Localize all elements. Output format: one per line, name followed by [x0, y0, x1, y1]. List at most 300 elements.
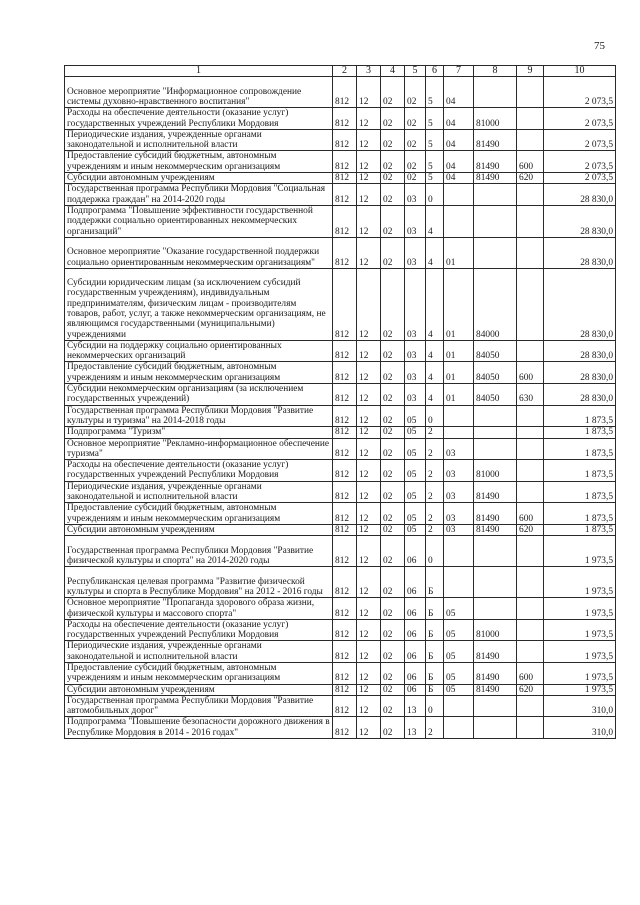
- event-code: 01: [444, 237, 474, 268]
- row-description: Подпрограмма "Туризм": [65, 427, 333, 438]
- table-row: [65, 268, 616, 340]
- expense-type-code: [517, 460, 544, 482]
- subsection-code: 02: [381, 362, 405, 384]
- amount: 28 830,0: [544, 237, 616, 268]
- header-cell: 7: [444, 66, 474, 77]
- section-code: 12: [357, 438, 381, 460]
- header-cell: 2: [333, 66, 357, 77]
- subprogram-code: Б: [426, 662, 444, 684]
- subsection-code: 02: [381, 536, 405, 567]
- section-code: 12: [357, 129, 381, 151]
- subsection-code: 02: [381, 695, 405, 717]
- ministry-code: 812: [333, 268, 357, 340]
- event-code: 05: [444, 598, 474, 620]
- table-row: [65, 184, 616, 206]
- subprogram-code: Б: [426, 684, 444, 695]
- subsection-code: 02: [381, 205, 405, 237]
- expense-type-code: [517, 695, 544, 717]
- expense-direction-code: [474, 77, 517, 108]
- expense-type-code: [517, 641, 544, 663]
- expense-type-code: [517, 77, 544, 108]
- section-code: 12: [357, 641, 381, 663]
- subprogram-code: 5: [426, 151, 444, 173]
- subsection-code: 02: [381, 184, 405, 206]
- table-row: [65, 567, 616, 598]
- event-code: 03: [444, 460, 474, 482]
- expense-direction-code: 81490: [474, 503, 517, 525]
- section-code: 12: [357, 503, 381, 525]
- subprogram-code: 4: [426, 237, 444, 268]
- expense-direction-code: [474, 427, 517, 438]
- expense-type-code: [517, 536, 544, 567]
- subprogram-code: 4: [426, 340, 444, 362]
- row-description: Субсидии автономным учреждениям: [65, 684, 333, 695]
- ministry-code: 812: [333, 184, 357, 206]
- subsection-code: 02: [381, 662, 405, 684]
- table-row: [65, 427, 616, 438]
- subsection-code: 02: [381, 427, 405, 438]
- expense-direction-code: [474, 598, 517, 620]
- row-description: Субсидии автономным учреждениям: [65, 524, 333, 535]
- expense-direction-code: 84050: [474, 384, 517, 406]
- subprogram-code: 4: [426, 205, 444, 237]
- expense-direction-code: 84050: [474, 340, 517, 362]
- expense-direction-code: [474, 205, 517, 237]
- expense-type-code: [517, 108, 544, 130]
- amount: 2 073,5: [544, 151, 616, 173]
- table-row: [65, 108, 616, 130]
- table-row: [65, 536, 616, 567]
- expense-type-code: [517, 619, 544, 641]
- ministry-code: 812: [333, 695, 357, 717]
- expense-direction-code: 84000: [474, 268, 517, 340]
- expense-type-code: [517, 717, 544, 739]
- ministry-code: 812: [333, 684, 357, 695]
- subsection-code: 02: [381, 340, 405, 362]
- program-code: 03: [405, 384, 426, 406]
- subsection-code: 02: [381, 173, 405, 184]
- expense-type-code: 600: [517, 362, 544, 384]
- ministry-code: 812: [333, 567, 357, 598]
- section-code: 12: [357, 427, 381, 438]
- table-row: [65, 619, 616, 641]
- expense-type-code: [517, 481, 544, 503]
- program-code: 06: [405, 536, 426, 567]
- subsection-code: 02: [381, 268, 405, 340]
- table-row: [65, 503, 616, 525]
- subprogram-code: 4: [426, 384, 444, 406]
- expense-direction-code: [474, 184, 517, 206]
- ministry-code: 812: [333, 481, 357, 503]
- ministry-code: 812: [333, 460, 357, 482]
- program-code: 02: [405, 129, 426, 151]
- row-description: Периодические издания, учрежденные органами законодательной и исполнительной власти: [65, 641, 333, 663]
- row-description: Периодические издания, учрежденные органами законодательной и исполнительной власти: [65, 129, 333, 151]
- table-header-row: [65, 66, 616, 77]
- amount: 28 830,0: [544, 268, 616, 340]
- row-description: Расходы на обеспечение деятельности (оказание услуг) государственных учреждений Республики Мордовия: [65, 619, 333, 641]
- event-code: 04: [444, 151, 474, 173]
- row-description: Подпрограмма "Повышение эффективности государственной поддержки социально ориентированных некоммерческих организаций": [65, 205, 333, 237]
- program-code: 03: [405, 340, 426, 362]
- subprogram-code: 0: [426, 184, 444, 206]
- amount: 310,0: [544, 717, 616, 739]
- expense-direction-code: 81490: [474, 641, 517, 663]
- table-row: [65, 717, 616, 739]
- subsection-code: 02: [381, 684, 405, 695]
- row-description: Субсидии автономным учреждениям: [65, 173, 333, 184]
- ministry-code: 812: [333, 205, 357, 237]
- subsection-code: 02: [381, 438, 405, 460]
- program-code: 06: [405, 567, 426, 598]
- subsection-code: 02: [381, 151, 405, 173]
- event-code: 03: [444, 481, 474, 503]
- section-code: 12: [357, 268, 381, 340]
- event-code: 03: [444, 438, 474, 460]
- subprogram-code: 0: [426, 695, 444, 717]
- ministry-code: 812: [333, 662, 357, 684]
- amount: 2 073,5: [544, 108, 616, 130]
- header-cell: 10: [544, 66, 616, 77]
- row-description: Подпрограмма "Повышение безопасности дорожного движения в Республике Мордовия в 2014 - 2016 годах": [65, 717, 333, 739]
- program-code: 06: [405, 641, 426, 663]
- subprogram-code: 4: [426, 268, 444, 340]
- event-code: [444, 205, 474, 237]
- section-code: 12: [357, 695, 381, 717]
- expense-direction-code: 81490: [474, 481, 517, 503]
- event-code: 01: [444, 340, 474, 362]
- program-code: 05: [405, 481, 426, 503]
- subsection-code: 02: [381, 129, 405, 151]
- expense-type-code: [517, 438, 544, 460]
- table-row: [65, 438, 616, 460]
- subprogram-code: Б: [426, 641, 444, 663]
- event-code: [444, 184, 474, 206]
- event-code: [444, 695, 474, 717]
- expense-type-code: [517, 340, 544, 362]
- row-description: Государственная программа Республики Мордовия "Развитие автомобильных дорог": [65, 695, 333, 717]
- expense-direction-code: 81490: [474, 684, 517, 695]
- event-code: 04: [444, 77, 474, 108]
- table-row: [65, 340, 616, 362]
- expense-type-code: 620: [517, 684, 544, 695]
- amount: 1 973,5: [544, 619, 616, 641]
- subprogram-code: 2: [426, 524, 444, 535]
- row-description: Субсидии на поддержку социально ориентированных некоммерческих организаций: [65, 340, 333, 362]
- ministry-code: 812: [333, 108, 357, 130]
- ministry-code: 812: [333, 77, 357, 108]
- ministry-code: 812: [333, 427, 357, 438]
- amount: 1 873,5: [544, 460, 616, 482]
- event-code: 04: [444, 129, 474, 151]
- row-description: Расходы на обеспечение деятельности (оказание услуг) государственных учреждений Республики Мордовия: [65, 460, 333, 482]
- amount: 28 830,0: [544, 340, 616, 362]
- subsection-code: 02: [381, 481, 405, 503]
- event-code: [444, 405, 474, 427]
- row-description: Субсидии юридическим лицам (за исключением субсидий государственным учреждениям), индивидуальным предпринимателям, физическим лицам - производителям товаров, работ, услуг, а также некоммерческим организациям, не являющимся государственными (муниципальными) учреждениями: [65, 268, 333, 340]
- amount: 28 830,0: [544, 362, 616, 384]
- row-description: Республиканская целевая программа "Развитие физической культуры и спорта в Республике Мордовия" на 2012 - 2016 годы: [65, 567, 333, 598]
- expense-type-code: 600: [517, 151, 544, 173]
- subsection-code: 02: [381, 641, 405, 663]
- section-code: 12: [357, 384, 381, 406]
- subprogram-code: 4: [426, 362, 444, 384]
- program-code: 13: [405, 717, 426, 739]
- row-description: Государственная программа Республики Мордовия "Развитие культуры и туризма" на 2014-2018 годы: [65, 405, 333, 427]
- subprogram-code: Б: [426, 567, 444, 598]
- budget-table: [64, 65, 616, 739]
- expense-direction-code: 81000: [474, 460, 517, 482]
- amount: 1 973,5: [544, 567, 616, 598]
- table-row: [65, 173, 616, 184]
- ministry-code: 812: [333, 173, 357, 184]
- section-code: 12: [357, 460, 381, 482]
- section-code: 12: [357, 205, 381, 237]
- table-row: [65, 695, 616, 717]
- program-code: 03: [405, 184, 426, 206]
- ministry-code: 812: [333, 362, 357, 384]
- expense-direction-code: 81490: [474, 524, 517, 535]
- table-row: [65, 129, 616, 151]
- section-code: 12: [357, 340, 381, 362]
- event-code: 05: [444, 641, 474, 663]
- amount: 28 830,0: [544, 184, 616, 206]
- expense-type-code: [517, 205, 544, 237]
- amount: 28 830,0: [544, 384, 616, 406]
- subsection-code: 02: [381, 598, 405, 620]
- section-code: 12: [357, 362, 381, 384]
- amount: 1 973,5: [544, 684, 616, 695]
- expense-direction-code: [474, 717, 517, 739]
- expense-type-code: [517, 405, 544, 427]
- ministry-code: 812: [333, 536, 357, 567]
- expense-direction-code: [474, 695, 517, 717]
- table-row: [65, 481, 616, 503]
- subsection-code: 02: [381, 384, 405, 406]
- program-code: 05: [405, 503, 426, 525]
- subsection-code: 02: [381, 567, 405, 598]
- program-code: 05: [405, 460, 426, 482]
- program-code: 06: [405, 598, 426, 620]
- subsection-code: 02: [381, 717, 405, 739]
- section-code: 12: [357, 173, 381, 184]
- subsection-code: 02: [381, 460, 405, 482]
- header-cell: 1: [65, 66, 333, 77]
- expense-direction-code: 84050: [474, 362, 517, 384]
- subsection-code: 02: [381, 237, 405, 268]
- amount: 310,0: [544, 695, 616, 717]
- section-code: 12: [357, 524, 381, 535]
- program-code: 05: [405, 524, 426, 535]
- expense-type-code: 620: [517, 173, 544, 184]
- table-row: [65, 77, 616, 108]
- event-code: 01: [444, 384, 474, 406]
- section-code: 12: [357, 598, 381, 620]
- section-code: 12: [357, 567, 381, 598]
- subprogram-code: 0: [426, 405, 444, 427]
- row-description: Основное мероприятие "Пропаганда здорового образа жизни, физической культуры и массового спорта": [65, 598, 333, 620]
- expense-type-code: [517, 567, 544, 598]
- table-row: [65, 151, 616, 173]
- amount: 1 973,5: [544, 598, 616, 620]
- row-description: Субсидии некоммерческим организациям (за исключением государственных учреждений): [65, 384, 333, 406]
- expense-type-code: 630: [517, 384, 544, 406]
- expense-type-code: 600: [517, 503, 544, 525]
- amount: 1 873,5: [544, 438, 616, 460]
- expense-direction-code: [474, 237, 517, 268]
- event-code: 01: [444, 268, 474, 340]
- program-code: 13: [405, 695, 426, 717]
- subprogram-code: 2: [426, 481, 444, 503]
- subsection-code: 02: [381, 108, 405, 130]
- row-description: Расходы на обеспечение деятельности (оказание услуг) государственных учреждений Республики Мордовия: [65, 108, 333, 130]
- ministry-code: 812: [333, 129, 357, 151]
- table-row: [65, 237, 616, 268]
- amount: 1 973,5: [544, 662, 616, 684]
- ministry-code: 812: [333, 237, 357, 268]
- ministry-code: 812: [333, 438, 357, 460]
- event-code: [444, 567, 474, 598]
- expense-direction-code: 81490: [474, 151, 517, 173]
- amount: 2 073,5: [544, 129, 616, 151]
- header-cell: 5: [405, 66, 426, 77]
- event-code: 01: [444, 362, 474, 384]
- event-code: [444, 427, 474, 438]
- ministry-code: 812: [333, 384, 357, 406]
- event-code: 04: [444, 108, 474, 130]
- subprogram-code: 2: [426, 503, 444, 525]
- table-row: [65, 460, 616, 482]
- row-description: Предоставление субсидий бюджетным, автономным учреждениям и иным некоммерческим организациям: [65, 503, 333, 525]
- table-row: [65, 641, 616, 663]
- expense-direction-code: 81490: [474, 173, 517, 184]
- subprogram-code: Б: [426, 619, 444, 641]
- expense-type-code: 620: [517, 524, 544, 535]
- table-row: [65, 405, 616, 427]
- row-description: Государственная программа Республики Мордовия "Социальная поддержка граждан" на 2014-2020 годы: [65, 184, 333, 206]
- program-code: 02: [405, 173, 426, 184]
- amount: 1 873,5: [544, 405, 616, 427]
- amount: 28 830,0: [544, 205, 616, 237]
- program-code: 02: [405, 77, 426, 108]
- expense-direction-code: 81490: [474, 129, 517, 151]
- expense-type-code: [517, 598, 544, 620]
- table-row: [65, 598, 616, 620]
- row-description: Периодические издания, учрежденные органами законодательной и исполнительной власти: [65, 481, 333, 503]
- section-code: 12: [357, 184, 381, 206]
- amount: 2 073,5: [544, 173, 616, 184]
- ministry-code: 812: [333, 340, 357, 362]
- section-code: 12: [357, 405, 381, 427]
- expense-type-code: [517, 184, 544, 206]
- ministry-code: 812: [333, 405, 357, 427]
- event-code: 03: [444, 524, 474, 535]
- ministry-code: 812: [333, 503, 357, 525]
- subprogram-code: 2: [426, 427, 444, 438]
- program-code: 06: [405, 684, 426, 695]
- amount: 2 073,5: [544, 77, 616, 108]
- ministry-code: 812: [333, 619, 357, 641]
- program-code: 03: [405, 362, 426, 384]
- expense-type-code: [517, 268, 544, 340]
- program-code: 05: [405, 438, 426, 460]
- event-code: [444, 536, 474, 567]
- section-code: 12: [357, 662, 381, 684]
- table-row: [65, 205, 616, 237]
- event-code: 05: [444, 619, 474, 641]
- program-code: 06: [405, 662, 426, 684]
- subprogram-code: 5: [426, 173, 444, 184]
- amount: 1 973,5: [544, 641, 616, 663]
- row-description: Государственная программа Республики Мордовия "Развитие физической культуры и спорта" на 2014-2020 годы: [65, 536, 333, 567]
- expense-direction-code: 81000: [474, 619, 517, 641]
- section-code: 12: [357, 108, 381, 130]
- subsection-code: 02: [381, 619, 405, 641]
- header-cell: 3: [357, 66, 381, 77]
- event-code: 04: [444, 173, 474, 184]
- table-row: [65, 684, 616, 695]
- program-code: 03: [405, 237, 426, 268]
- expense-type-code: [517, 237, 544, 268]
- header-cell: 9: [517, 66, 544, 77]
- event-code: 05: [444, 684, 474, 695]
- expense-type-code: 600: [517, 662, 544, 684]
- section-code: 12: [357, 481, 381, 503]
- section-code: 12: [357, 717, 381, 739]
- section-code: 12: [357, 684, 381, 695]
- table-row: [65, 662, 616, 684]
- table-body: [65, 77, 616, 739]
- amount: 1 973,5: [544, 536, 616, 567]
- subprogram-code: 0: [426, 536, 444, 567]
- expense-type-code: [517, 427, 544, 438]
- event-code: 03: [444, 503, 474, 525]
- row-description: Основное мероприятие "Информационное сопровождение системы духовно-нравственного воспитания": [65, 77, 333, 108]
- table-row: [65, 524, 616, 535]
- amount: 1 873,5: [544, 524, 616, 535]
- expense-direction-code: [474, 438, 517, 460]
- subsection-code: 02: [381, 405, 405, 427]
- section-code: 12: [357, 77, 381, 108]
- event-code: [444, 717, 474, 739]
- row-description: Предоставление субсидий бюджетным, автономным учреждениям и иным некоммерческим организациям: [65, 151, 333, 173]
- ministry-code: 812: [333, 151, 357, 173]
- event-code: 05: [444, 662, 474, 684]
- row-description: Основное мероприятие "Оказание государственной поддержки социально ориентированным некоммерческим организациям": [65, 237, 333, 268]
- subprogram-code: 5: [426, 108, 444, 130]
- subprogram-code: 5: [426, 77, 444, 108]
- program-code: 03: [405, 268, 426, 340]
- row-description: Предоставление субсидий бюджетным, автономным учреждениям и иным некоммерческим организациям: [65, 662, 333, 684]
- ministry-code: 812: [333, 717, 357, 739]
- program-code: 06: [405, 619, 426, 641]
- program-code: 05: [405, 427, 426, 438]
- header-cell: 8: [474, 66, 517, 77]
- section-code: 12: [357, 619, 381, 641]
- expense-direction-code: [474, 536, 517, 567]
- section-code: 12: [357, 151, 381, 173]
- section-code: 12: [357, 237, 381, 268]
- program-code: 03: [405, 205, 426, 237]
- table-row: [65, 362, 616, 384]
- expense-direction-code: 81490: [474, 662, 517, 684]
- program-code: 02: [405, 151, 426, 173]
- row-description: Основное мероприятие "Рекламно-информационное обеспечение туризма": [65, 438, 333, 460]
- row-description: Предоставление субсидий бюджетным, автономным учреждениям и иным некоммерческим организациям: [65, 362, 333, 384]
- table-row: [65, 384, 616, 406]
- header-cell: 4: [381, 66, 405, 77]
- subprogram-code: Б: [426, 598, 444, 620]
